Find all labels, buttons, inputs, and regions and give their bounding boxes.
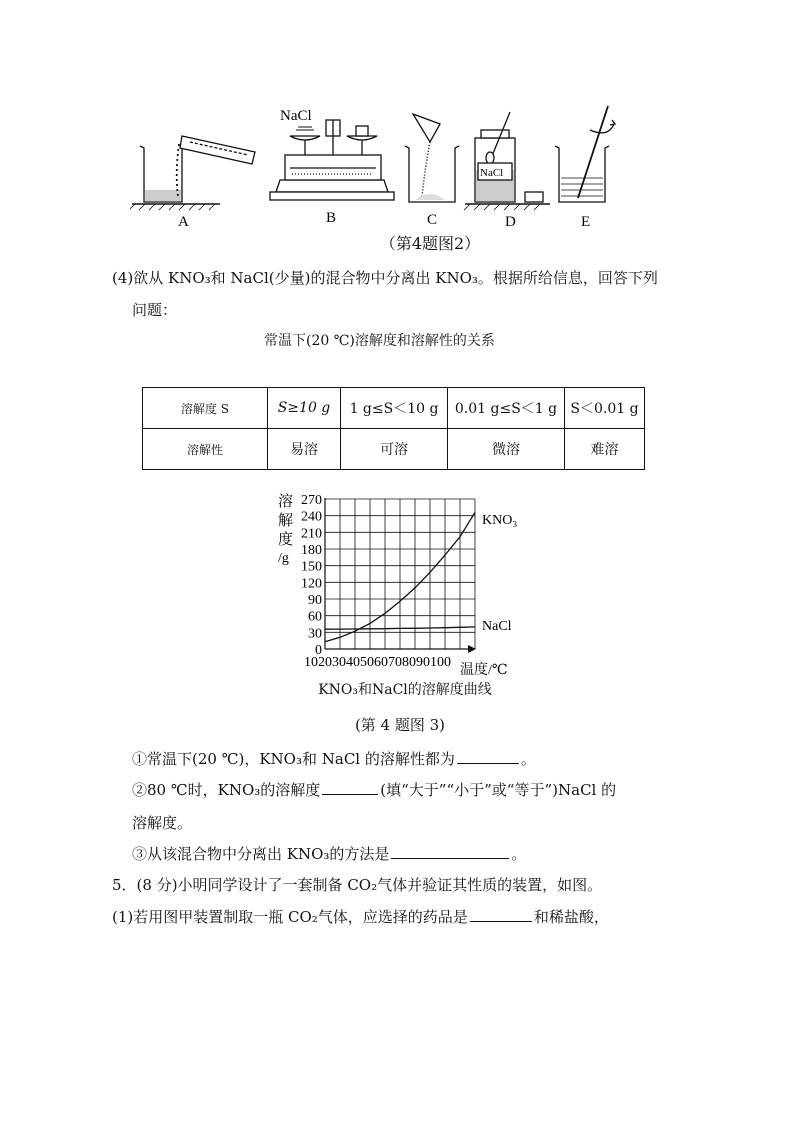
figure2-caption: （第4题图2） — [379, 234, 481, 253]
ylabel-char: 度 — [278, 532, 294, 548]
label-d: D — [505, 214, 516, 230]
y-tick-label: 240 — [301, 509, 322, 525]
row-header-solubility: 溶解性 — [143, 429, 268, 470]
solubility-cell: 微溶 — [448, 429, 565, 470]
q4-sub2-text: ②80 ℃时，KNO₃的溶解度 — [132, 781, 321, 799]
series-label-kno3: KNO₃ — [482, 513, 518, 528]
apparatus-b — [270, 120, 394, 200]
series-label-nacl: NaCl — [482, 619, 512, 634]
range-cell: S＜0.01 g — [565, 388, 645, 429]
solubility-cell: 易溶 — [268, 429, 341, 470]
y-tick-label: 120 — [301, 576, 322, 592]
y-tick-label: 210 — [301, 526, 322, 542]
y-tick-label: 150 — [301, 559, 322, 575]
q4-sub1 — [132, 748, 536, 770]
chart-title: KNO₃和NaCl的溶解度曲线 — [318, 682, 492, 698]
table-title: 常温下(20 ℃)溶解度和溶解性的关系 — [264, 333, 495, 349]
answer-blank-3[interactable] — [391, 843, 509, 859]
y-tick-label: 90 — [308, 593, 322, 608]
ylabel-char: 溶 — [278, 494, 294, 510]
q5-line2 — [112, 906, 609, 928]
apparatus-c — [405, 114, 459, 202]
table-row — [143, 388, 645, 429]
apparatus-e — [555, 106, 615, 202]
answer-blank-1[interactable] — [457, 748, 519, 764]
y-tick-label: 270 — [301, 493, 322, 508]
x-axis-label: 温度/℃ — [460, 663, 508, 678]
label-e: E — [581, 214, 591, 230]
chart-grid — [325, 499, 475, 649]
q4-sub1-text: ①常温下(20 ℃)，KNO₃和 NaCl 的溶解性都为 — [132, 750, 455, 768]
q4-sub3 — [132, 843, 526, 865]
q4-sub3-text: ③从该混合物中分离出 KNO₃的方法是 — [132, 845, 390, 863]
q4-sub2-line2: 溶解度。 — [132, 814, 193, 832]
solubility-cell: 难溶 — [565, 429, 645, 470]
row-header-solubility-s: 溶解度 S — [143, 388, 268, 429]
solubility-cell: 可溶 — [341, 429, 448, 470]
x-tick-labels: 102030405060708090100 — [304, 655, 451, 670]
label-b: B — [326, 210, 337, 226]
q4-sub2-text-2: (填“大于”“小于”或“等于”)NaCl 的 — [380, 781, 617, 799]
q5-line2-end: 和稀盐酸， — [533, 908, 609, 926]
label-a: A — [178, 214, 189, 230]
range-cell: 0.01 g≤S＜1 g — [448, 388, 565, 429]
apparatus-d — [464, 112, 550, 210]
q4-sub1-end: 。 — [520, 750, 536, 768]
q4-sub2 — [132, 779, 616, 801]
table-row — [143, 429, 645, 470]
ylabel-char: /g — [278, 551, 289, 566]
y-tick-label: 180 — [301, 543, 322, 558]
q5-line2-text: (1)若用图甲装置制取一瓶 CO₂气体，应选择的药品是 — [112, 908, 468, 926]
y-tick-label: 0 — [315, 643, 322, 658]
figure3-caption: (第 4 题图 3) — [354, 716, 446, 734]
nacl-label: NaCl — [280, 108, 312, 124]
apparatus-a — [130, 136, 255, 210]
y-tick-label: 30 — [308, 626, 322, 642]
answer-blank-2[interactable] — [322, 779, 378, 795]
q4-intro-line2: 问题： — [132, 301, 178, 319]
range-cell: S≥10 g — [268, 388, 341, 429]
jar-label: NaCl — [480, 167, 504, 179]
q4-sub3-end: 。 — [511, 845, 527, 863]
range-cell: 1 g≤S＜10 g — [341, 388, 448, 429]
solubility-table — [142, 387, 645, 470]
q4-intro-line1: (4)欲从 KNO₃和 NaCl(少量)的混合物中分离出 KNO₃。根据所给信息，回答下列 — [112, 269, 658, 287]
answer-blank-4[interactable] — [470, 906, 532, 922]
ylabel-char: 解 — [278, 513, 294, 529]
label-c: C — [427, 212, 438, 228]
solubility-chart — [270, 490, 540, 690]
q5-line1: 5．(8 分)小明同学设计了一套制备 CO₂气体并验证其性质的装置，如图。 — [112, 876, 603, 894]
y-tick-label: 60 — [308, 609, 322, 625]
